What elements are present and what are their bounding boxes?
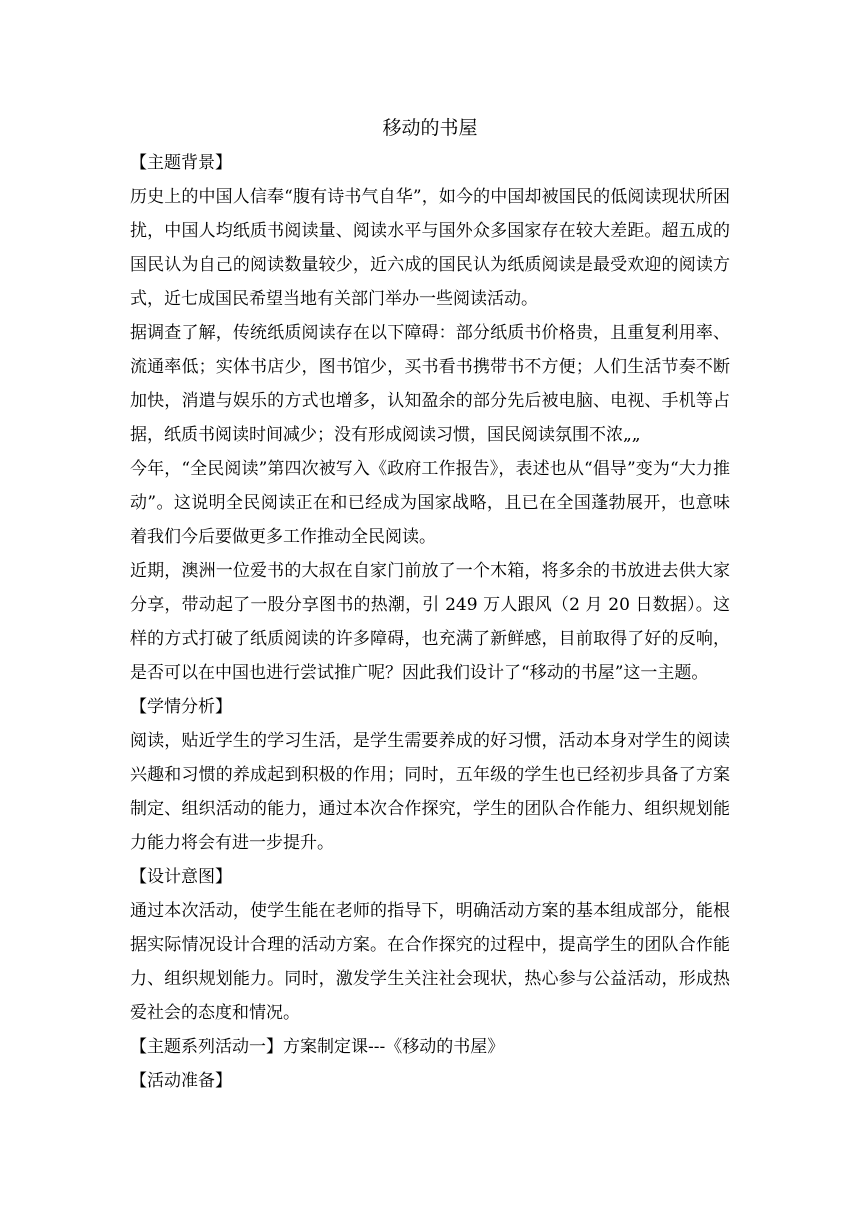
paragraph-design-intent: 通过本次活动，使学生能在老师的指导下，明确活动方案的基本组成部分，能根据实际情况设计合理的活动方案。在合作探究的过程中，提高学生的团队合作能力、组织规划能力。同时，激发学生关注社会现状，热心参与公益活动，形成热爱社会的态度和情况。 bbox=[130, 901, 730, 1023]
paragraph-background-2: 据调查了解，传统纸质阅读存在以下障碍：部分纸质书价格贵，且重复利用率、流通率低；实体书店少，图书馆少，买书看书携带书不方便；人们生活节奏不断加快，消遣与娱乐的方式也增多，认知盈余的部分先后被电脑、电视、手机等占据，纸质书阅读时间减少；没有形成阅读习惯，国民阅读氛围不浓„„ bbox=[130, 323, 730, 445]
section-heading-background: 【主题背景】 bbox=[130, 153, 232, 173]
document-title: 移动的书屋 bbox=[382, 117, 478, 139]
paragraph-background-4: 近期，澳洲一位爱书的大叔在自家门前放了一个木箱，将多余的书放进去供大家分享，带动起了一股分享图书的热潮，引 249 万人跟风（2 月 20 日数据）。这样的方式打破了纸质阅读的许多障碍，也充满了新鲜感，目前取得了好的反响，是否可以在中国也进行尝试推广呢？因此我们设计了“移动的书屋”这一主题。 bbox=[130, 561, 730, 683]
section-heading-design-intent: 【设计意图】 bbox=[130, 867, 232, 887]
paragraph-student-analysis: 阅读，贴近学生的学习生活，是学生需要养成的好习惯，活动本身对学生的阅读兴趣和习惯的养成起到积极的作用；同时，五年级的学生也已经初步具备了方案制定、组织活动的能力，通过本次合作探究，学生的团队合作能力、组织规划能力能力将会有进一步提升。 bbox=[130, 731, 730, 853]
section-heading-activity-prep: 【活动准备】 bbox=[130, 1071, 232, 1091]
document-body bbox=[130, 112, 730, 1098]
section-heading-activity-one: 【主题系列活动一】方案制定课---《移动的书屋》 bbox=[130, 1037, 505, 1057]
paragraph-background-3: 今年，“全民阅读”第四次被写入《政府工作报告》，表述也从“倡导”变为“大力推动”。这说明全民阅读正在和已经成为国家战略，且已在全国蓬勃展开，也意味着我们今后要做更多工作推动全民阅读。 bbox=[130, 459, 730, 547]
paragraph-background-1: 历史上的中国人信奉“腹有诗书气自华”，如今的中国却被国民的低阅读现状所困扰，中国人均纸质书阅读量、阅读水平与国外众多国家存在较大差距。超五成的国民认为自己的阅读数量较少，近六成的国民认为纸质阅读是最受欢迎的阅读方式，近七成国民希望当地有关部门举办一些阅读活动。 bbox=[130, 187, 730, 309]
section-heading-student-analysis: 【学情分析】 bbox=[130, 697, 232, 717]
